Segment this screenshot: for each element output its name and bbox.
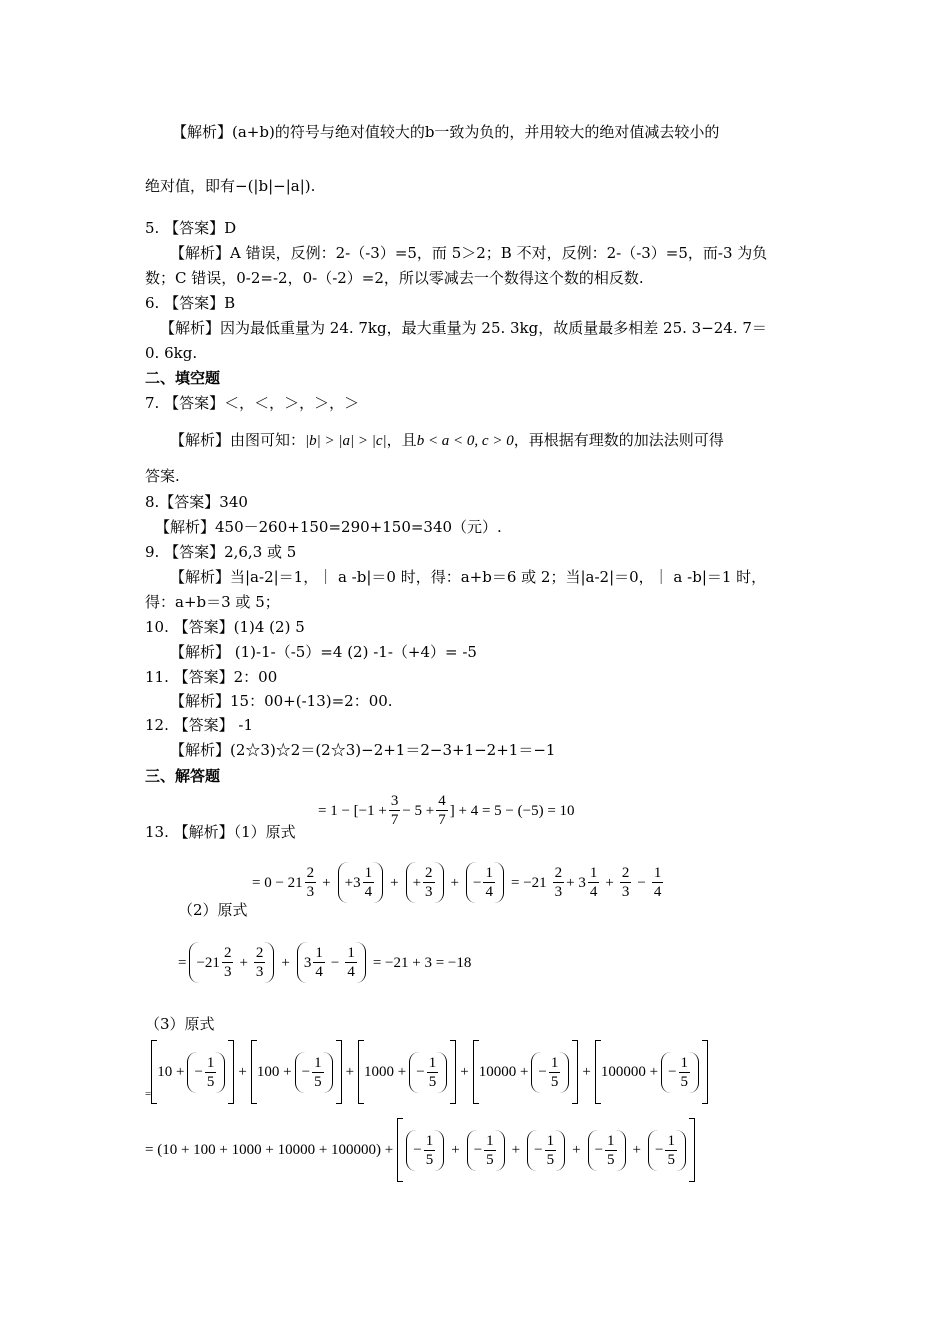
q11-answer: 11. 【答案】2：00 bbox=[145, 668, 278, 686]
q5-answer: 5. 【答案】D bbox=[145, 219, 237, 237]
q10-answer: 10. 【答案】(1)4 (2) 5 bbox=[145, 618, 305, 636]
q6-analysis-2: 0. 6kg. bbox=[145, 344, 198, 362]
q7-abs-inequality: |b| > |a| > |c| bbox=[305, 433, 387, 449]
q13-eq4: = 10 + − $\frac{1}{5}$ + 100 + − $\frac{1}{5}$ + 1000 + − $\frac{1}{5}$ + 10000 + − $\frac{1}{5}$ + 100000 + − $\frac{1}{5}$ bbox=[145, 1040, 708, 1104]
q13-eq1: = 1 − [−1 + $\frac{3}{7}$ − 5 + $\frac{4}{7}$ ] + 4 = 5 − (−5) = 10 bbox=[318, 793, 575, 828]
q6-answer: 6. 【答案】B bbox=[145, 294, 236, 312]
q6-analysis-1: 【解析】因为最低重量为 24. 7kg，最大重量为 25. 3kg，故质量最多相差 25. 3−24. 7＝ bbox=[160, 319, 767, 337]
q7-sign-condition: b < a < 0, c > 0 bbox=[416, 433, 514, 449]
q8-analysis: 【解析】450－260+150=290+150=340（元）. bbox=[155, 518, 502, 536]
q13-part1-label: 13. 【解析】（1）原式 bbox=[145, 823, 296, 841]
q12-answer: 12. 【答案】 -1 bbox=[145, 716, 254, 734]
q10-analysis: 【解析】 (1)-1-（-5）=4 (2) -1-（+4）= -5 bbox=[170, 643, 477, 661]
q13-part2-label: （2）原式 bbox=[178, 901, 248, 919]
q9-answer: 9. 【答案】2,6,3 或 5 bbox=[145, 543, 297, 561]
q13-eq3: = −21 $\frac{2}{3}$ + $\frac{2}{3}$ + 3 $\frac{1}{4}$ − $\frac{1}{4}$ = −21 + 3 = −18 bbox=[178, 942, 475, 983]
fraction-4-7: $\frac{4}{7}$ bbox=[438, 793, 446, 828]
q13-eq5: = (10 + 100 + 1000 + 10000 + 100000) + − $\frac{1}{5}$ + − $\frac{1}{5}$ + − $\frac{1}{5}$ + − $\frac{1}{5}$ + − $\frac{1}{5}$ bbox=[145, 1118, 695, 1182]
analysis-line-2: 绝对值，即有−(|b|−|a|). bbox=[145, 177, 316, 195]
q5-analysis-2: 数；C 错误，0-2=-2，0-（-2）=2，所以零减去一个数得这个数的相反数. bbox=[145, 269, 644, 287]
q7-answer: 7. 【答案】＜，＜，＞，＞，＞ bbox=[145, 394, 360, 412]
q13-part3-label: （3）原式 bbox=[145, 1015, 215, 1033]
fraction-3-7: $\frac{3}{7}$ bbox=[390, 793, 399, 828]
q5-analysis-1: 【解析】A 错误，反例：2-（-3）=5，而 5＞2；B 不对，反例：2-（-3）=5，而-3 为负 bbox=[170, 244, 768, 262]
q13-eq2: = 0 − 21 $\frac{2}{3}$ + +3 $\frac{1}{4}$ + + $\frac{2}{3}$ + − $\frac{1}{4}$ = −21 $\frac{2}{3}$ + 3 $\frac{1}{4}$ + $\frac{2}{3}$ − $\frac{1}{4}$ bbox=[252, 862, 665, 903]
q8-answer: 8.【答案】340 bbox=[145, 493, 248, 511]
q9-analysis-2: 得：a+b＝3 或 5； bbox=[145, 593, 280, 611]
q11-analysis: 【解析】15：00+(-13)=2：00. bbox=[170, 692, 393, 710]
q9-analysis-1: 【解析】当|a-2|＝1，｜ a -b|＝0 时，得：a+b＝6 或 2；当|a-2|＝0，｜ a -b|＝1 时， bbox=[170, 568, 767, 586]
section-solve-title: 三、解答题 bbox=[145, 767, 221, 785]
q7-analysis-2: 答案. bbox=[145, 467, 180, 485]
q7-analysis-1: 【解析】由图可知：|b| > |a| > |c|，且b < a < 0, c > 0，再根据有理数的加法法则可得 bbox=[170, 431, 724, 449]
section-fill-in-title: 二、填空题 bbox=[145, 369, 221, 387]
analysis-line-1: 【解析】(a+b)的符号与绝对值较大的b一致为负的，并用较大的绝对值减去较小的 bbox=[172, 123, 720, 141]
q12-analysis: 【解析】(2☆3)☆2＝(2☆3)−2+1＝2−3+1−2+1＝−1 bbox=[170, 741, 556, 759]
